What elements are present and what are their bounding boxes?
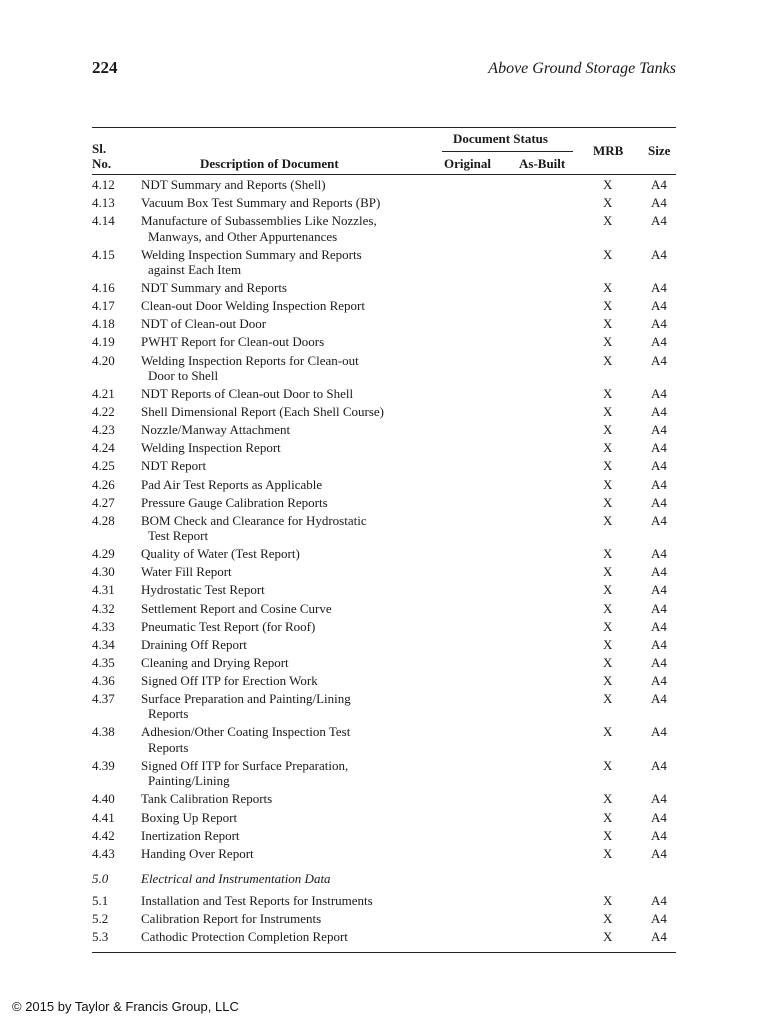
table-row	[0, 690, 768, 724]
row-size: A4	[651, 246, 667, 262]
row-description	[141, 724, 431, 755]
row-mrb: X	[603, 476, 613, 492]
description-line: Welding Inspection Report	[141, 440, 281, 456]
description-line: Cathodic Protection Completion Report	[141, 929, 348, 945]
row-size: A4	[651, 892, 667, 908]
row-size: A4	[651, 636, 667, 652]
description-line: NDT Summary and Reports	[141, 280, 287, 296]
table-row	[0, 581, 768, 599]
description-line: Clean-out Door Welding Inspection Report	[141, 298, 366, 314]
row-mrb: X	[603, 791, 613, 807]
row-mrb: X	[603, 352, 613, 368]
row-size: A4	[651, 422, 667, 438]
table-row	[0, 333, 768, 351]
row-description	[141, 298, 431, 314]
description-line: Signed Off ITP for Surface Preparation,	[141, 757, 349, 773]
table-row	[0, 790, 768, 808]
row-number: 4.35	[92, 654, 115, 670]
description-line: Pad Air Test Reports as Applicable	[141, 476, 323, 492]
column-header-size: Size	[648, 143, 671, 158]
row-number: 4.33	[92, 618, 115, 634]
table-row	[0, 654, 768, 672]
row-mrb: X	[603, 440, 613, 456]
table-row	[0, 910, 768, 928]
table-row	[0, 757, 768, 791]
row-mrb: X	[603, 618, 613, 634]
row-description	[141, 195, 431, 211]
row-number: 4.41	[92, 809, 115, 825]
table-body	[0, 176, 768, 946]
table-row	[0, 421, 768, 439]
column-header-mrb: MRB	[593, 143, 624, 158]
row-mrb: X	[603, 494, 613, 510]
description-line: Nozzle/Manway Attachment	[141, 422, 291, 438]
row-mrb: X	[603, 690, 613, 706]
table-bottom-rule	[92, 952, 676, 953]
column-header-sl: Sl.	[92, 141, 107, 156]
description-line: Inertization Report	[141, 827, 240, 843]
row-size: A4	[651, 690, 667, 706]
row-size: A4	[651, 195, 667, 211]
row-mrb: X	[603, 280, 613, 296]
row-number: 4.25	[92, 458, 115, 474]
row-number: 4.38	[92, 724, 115, 740]
row-number: 4.20	[92, 352, 115, 368]
row-number: 4.24	[92, 440, 115, 456]
table-row	[0, 494, 768, 512]
description-line: Adhesion/Other Coating Inspection Test	[141, 724, 351, 740]
row-description	[141, 893, 431, 909]
row-description	[141, 386, 431, 402]
row-size: A4	[651, 672, 667, 688]
description-line: Surface Preparation and Painting/Lining	[141, 690, 351, 706]
row-description	[141, 758, 431, 789]
row-size: A4	[651, 564, 667, 580]
description-line: NDT Report	[141, 458, 207, 474]
row-description	[141, 404, 431, 420]
description-line: Hydrostatic Test Report	[141, 582, 265, 598]
description-line: NDT of Clean-out Door	[141, 316, 267, 332]
row-number: 4.32	[92, 600, 115, 616]
row-number: 4.27	[92, 494, 115, 510]
row-mrb: X	[603, 213, 613, 229]
row-description	[141, 546, 431, 562]
row-size: A4	[651, 458, 667, 474]
row-number: 4.37	[92, 690, 115, 706]
row-description	[141, 247, 431, 278]
description-line: Pressure Gauge Calibration Reports	[141, 494, 328, 510]
copyright-footer: © 2015 by Taylor & Francis Group, LLC	[12, 999, 239, 1014]
row-description	[141, 477, 431, 493]
row-size: A4	[651, 809, 667, 825]
table-row	[0, 636, 768, 654]
row-mrb: X	[603, 809, 613, 825]
description-line: Manufacture of Subassemblies Like Nozzles,	[141, 213, 377, 229]
description-line: Boxing Up Report	[141, 809, 238, 825]
description-line: Quality of Water (Test Report)	[141, 546, 300, 562]
row-size: A4	[651, 512, 667, 528]
row-size: A4	[651, 334, 667, 350]
row-description	[141, 353, 431, 384]
row-mrb: X	[603, 929, 613, 945]
row-description	[141, 495, 431, 511]
row-size: A4	[651, 298, 667, 314]
column-header-description: Description of Document	[200, 156, 339, 171]
description-line: Handing Over Report	[141, 845, 254, 861]
table-row	[0, 476, 768, 494]
row-number: 4.13	[92, 195, 115, 211]
row-description	[141, 810, 431, 826]
description-line: Pneumatic Test Report (for Roof)	[141, 618, 316, 634]
row-mrb: X	[603, 546, 613, 562]
row-size: A4	[651, 618, 667, 634]
row-mrb: X	[603, 512, 613, 528]
row-number: 5.3	[92, 929, 109, 945]
table-row	[0, 315, 768, 333]
table-row	[0, 194, 768, 212]
row-size: A4	[651, 827, 667, 843]
row-size: A4	[651, 280, 667, 296]
row-number: 4.28	[92, 512, 115, 528]
row-number: 4.34	[92, 636, 115, 652]
description-line: NDT Reports of Clean-out Door to Shell	[141, 386, 354, 402]
description-line: Cleaning and Drying Report	[141, 654, 289, 670]
row-description	[141, 673, 431, 689]
description-line: Welding Inspection Reports for Clean-out	[141, 352, 359, 368]
table-row	[0, 352, 768, 386]
description-line: Painting/Lining	[148, 773, 230, 789]
description-line: Welding Inspection Summary and Reports	[141, 246, 362, 262]
table-row	[0, 512, 768, 546]
row-description	[141, 458, 431, 474]
table-row	[0, 845, 768, 863]
table-row	[0, 618, 768, 636]
row-mrb: X	[603, 757, 613, 773]
row-description	[141, 637, 431, 653]
row-number: 4.43	[92, 845, 115, 861]
row-number: 4.17	[92, 298, 115, 314]
description-line: Door to Shell	[148, 368, 219, 384]
description-line: Calibration Report for Instruments	[141, 910, 322, 926]
description-line: Signed Off ITP for Erection Work	[141, 672, 318, 688]
row-description	[141, 871, 431, 887]
row-number: 4.40	[92, 791, 115, 807]
row-description	[141, 513, 431, 544]
row-size: A4	[651, 845, 667, 861]
description-line: Draining Off Report	[141, 636, 247, 652]
row-size: A4	[651, 352, 667, 368]
table-row	[0, 403, 768, 421]
row-mrb: X	[603, 654, 613, 670]
row-size: A4	[651, 791, 667, 807]
row-size: A4	[651, 582, 667, 598]
row-number: 4.29	[92, 546, 115, 562]
row-size: A4	[651, 440, 667, 456]
column-header-original: Original	[444, 156, 491, 171]
row-size: A4	[651, 494, 667, 510]
row-description	[141, 655, 431, 671]
column-header-no: No.	[92, 156, 112, 171]
row-mrb: X	[603, 910, 613, 926]
table-top-rule	[92, 127, 676, 128]
row-mrb: X	[603, 195, 613, 211]
row-mrb: X	[603, 636, 613, 652]
description-line: Shell Dimensional Report (Each Shell Course)	[141, 404, 384, 420]
description-line: against Each Item	[148, 262, 242, 278]
row-description	[141, 691, 431, 722]
row-number: 4.21	[92, 386, 115, 402]
row-number: 4.42	[92, 827, 115, 843]
row-mrb: X	[603, 845, 613, 861]
table-row	[0, 212, 768, 246]
description-line: Electrical and Instrumentation Data	[141, 870, 331, 886]
table-row	[0, 457, 768, 475]
row-description	[141, 316, 431, 332]
row-number: 4.36	[92, 672, 115, 688]
row-description	[141, 564, 431, 580]
description-line: PWHT Report for Clean-out Doors	[141, 334, 325, 350]
row-number: 5.0	[92, 870, 109, 886]
section-row	[0, 863, 768, 892]
row-description	[141, 791, 431, 807]
row-number: 4.30	[92, 564, 115, 580]
row-size: A4	[651, 177, 667, 192]
description-line: Water Fill Report	[141, 564, 232, 580]
table-header-rule	[92, 174, 676, 175]
table-row	[0, 176, 768, 194]
row-mrb: X	[603, 316, 613, 332]
table-row	[0, 672, 768, 690]
table-row	[0, 246, 768, 280]
table-row	[0, 545, 768, 563]
column-header-document-status: Document Status	[453, 131, 548, 146]
row-mrb: X	[603, 724, 613, 740]
table-row	[0, 809, 768, 827]
row-description	[141, 334, 431, 350]
row-size: A4	[651, 316, 667, 332]
table-row	[0, 385, 768, 403]
row-size: A4	[651, 724, 667, 740]
row-mrb: X	[603, 672, 613, 688]
description-line: Reports	[148, 706, 189, 722]
description-line: NDT Summary and Reports (Shell)	[141, 177, 326, 192]
row-number: 4.18	[92, 316, 115, 332]
row-mrb: X	[603, 458, 613, 474]
description-line: Vacuum Box Test Summary and Reports (BP)	[141, 195, 381, 211]
row-number: 4.14	[92, 213, 115, 229]
table-row	[0, 723, 768, 757]
row-mrb: X	[603, 582, 613, 598]
row-size: A4	[651, 910, 667, 926]
row-description	[141, 177, 431, 193]
description-line: Installation and Test Reports for Instruments	[141, 892, 373, 908]
row-size: A4	[651, 404, 667, 420]
row-mrb: X	[603, 404, 613, 420]
description-line: Tank Calibration Reports	[141, 791, 273, 807]
row-description	[141, 422, 431, 438]
row-size: A4	[651, 546, 667, 562]
row-number: 5.1	[92, 892, 109, 908]
row-mrb: X	[603, 827, 613, 843]
row-description	[141, 601, 431, 617]
page-number: 224	[92, 58, 118, 77]
row-description	[141, 911, 431, 927]
row-number: 4.31	[92, 582, 115, 598]
row-mrb: X	[603, 892, 613, 908]
row-number: 4.12	[92, 177, 115, 192]
row-description	[141, 828, 431, 844]
row-number: 4.39	[92, 757, 115, 773]
table-row	[0, 600, 768, 618]
row-number: 5.2	[92, 910, 109, 926]
description-line: Test Report	[148, 528, 209, 544]
table-row	[0, 827, 768, 845]
table-row	[0, 439, 768, 457]
row-mrb: X	[603, 600, 613, 616]
row-mrb: X	[603, 177, 613, 192]
row-description	[141, 846, 431, 862]
row-description	[141, 280, 431, 296]
row-size: A4	[651, 213, 667, 229]
row-description	[141, 929, 431, 945]
table-row	[0, 892, 768, 910]
row-description	[141, 582, 431, 598]
row-mrb: X	[603, 386, 613, 402]
row-size: A4	[651, 386, 667, 402]
row-description	[141, 619, 431, 635]
table-row	[0, 563, 768, 581]
document-status-rule	[442, 151, 573, 152]
description-line: BOM Check and Clearance for Hydrostatic	[141, 512, 367, 528]
row-number: 4.23	[92, 422, 115, 438]
description-line: Settlement Report and Cosine Curve	[141, 600, 332, 616]
description-line: Manways, and Other Appurtenances	[148, 228, 338, 244]
row-size: A4	[651, 600, 667, 616]
table-row	[0, 928, 768, 946]
row-size: A4	[651, 476, 667, 492]
table-row	[0, 279, 768, 297]
row-number: 4.26	[92, 476, 115, 492]
row-size: A4	[651, 929, 667, 945]
row-mrb: X	[603, 298, 613, 314]
row-description	[141, 213, 431, 244]
row-number: 4.16	[92, 280, 115, 296]
row-size: A4	[651, 757, 667, 773]
row-mrb: X	[603, 246, 613, 262]
row-mrb: X	[603, 334, 613, 350]
row-description	[141, 440, 431, 456]
row-number: 4.15	[92, 246, 115, 262]
running-title: Above Ground Storage Tanks	[488, 60, 676, 77]
row-mrb: X	[603, 564, 613, 580]
row-mrb: X	[603, 422, 613, 438]
table-row	[0, 297, 768, 315]
column-header-as-built: As-Built	[519, 156, 566, 171]
row-number: 4.22	[92, 404, 115, 420]
row-number: 4.19	[92, 334, 115, 350]
row-size: A4	[651, 654, 667, 670]
description-line: Reports	[148, 739, 189, 755]
